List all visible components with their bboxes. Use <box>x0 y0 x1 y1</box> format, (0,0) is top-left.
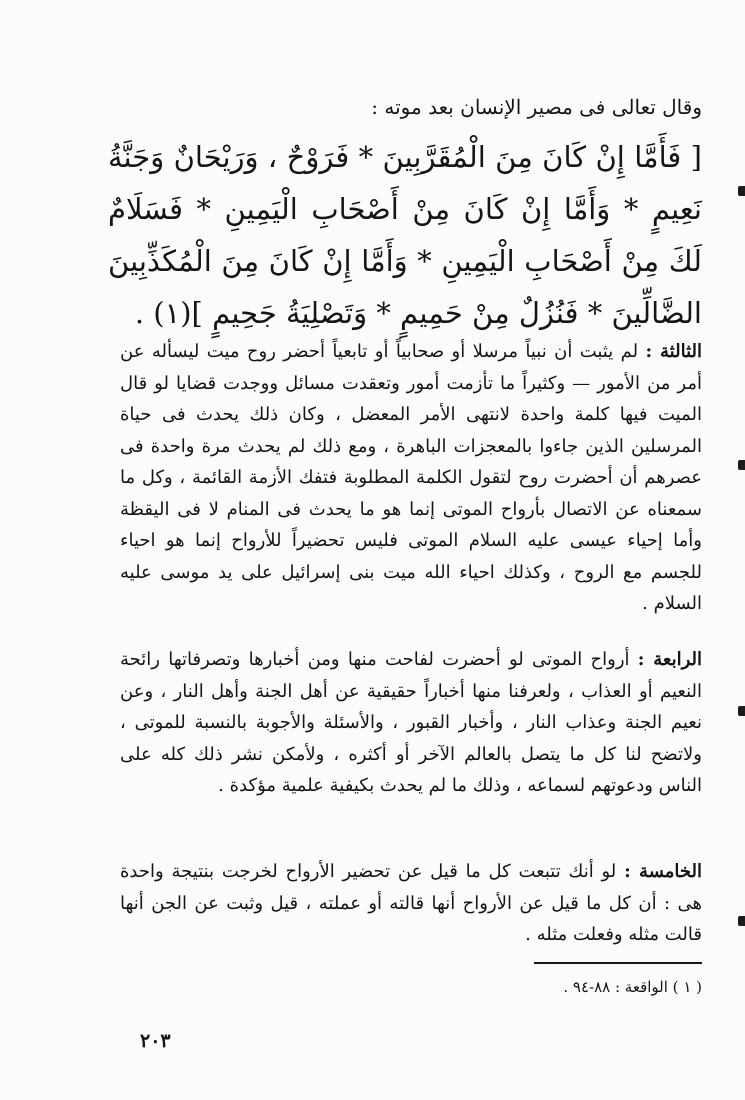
paragraph-text: أرواح الموتى لو أحضرت لفاحت منها ومن أخبارها وتصرفاتها رائحة النعيم أو العذاب ، ولعرفنا منها أخباراً حقيقية عن أهل الجنة وأهل النار ، وعن نعيم الجنة وعذاب النار ، وأخبار القبور ، والأسئلة والأجوبة بالنسبة للموتى ، ولاتضح لنا كل ما يتصل بالعالم الآخر أو أكثره ، ولأمكن نشر ذلك كله على الناس ودعوتهم لسماعه ، وذلك ما لم يحدث بكيفية علمية مؤكدة . <box>120 649 702 796</box>
paragraph-third <box>120 336 702 620</box>
paragraph-text: لم يثبت أن نبياً مرسلا أو صحابياً أو تابعياً أحضر روح ميت ليسأله عن أمر من الأمور — وكثيراً ما تأزمت أمور وتعقدت مسائل ووجدت قضايا لو قال الميت فيها كلمة واحدة لانتهى الأمر المعضل ، وكان ذلك يحدث فى حياة المرسلين الذين جاءوا بالمعجزات الباهرة ، ومع ذلك لم يحدث مرة واحدة فى عصرهم أن أحضرت روح لتقول الكلمة المطلوبة فتفك الأزمة القائمة ، وكل ما سمعناه عن الاتصال بأرواح الموتى إنما هو ما يحدث فى المنام لا فى اليقظة وأما إحياء عيسى عليه السلام الموتى فليس تحضيراً للأرواح إنما هو احياء للجسم مع الروح ، وكذلك احياء الله ميت بنى إسرائيل على يد موسى عليه السلام . <box>120 341 702 614</box>
paragraph-lead: الرابعة : <box>637 649 702 670</box>
paragraph-fifth <box>120 856 702 951</box>
paragraph-lead: الثالثة : <box>645 341 702 362</box>
page-edge-mark <box>738 706 745 716</box>
footnote-divider <box>534 962 702 964</box>
page-edge-mark <box>738 186 745 196</box>
intro-line: وقال تعالى فى مصير الإنسان بعد موته : <box>371 95 702 119</box>
paragraph-fourth <box>120 644 702 802</box>
paragraph-lead: الخامسة : <box>624 861 702 882</box>
paragraph-text: لو أنك تتبعت كل ما قيل عن تحضير الأرواح لخرجت بنتيجة واحدة هى : أن كل ما قيل عن الأرواح أنها قالته أو عملته ، قيل وثبت عن الجن أنها قالت مثله وفعلت مثله . <box>120 861 702 945</box>
quran-verse-block: [ فَأَمَّا إِنْ كَانَ مِنَ الْمُقَرَّبِينَ * فَرَوْحٌ ، وَرَيْحَانٌ وَجَنَّةُ نَعِيمٍ * وَأَمَّا إِنْ كَانَ مِنْ أَصْحَابِ الْيَمِينِ * فَسَلَامٌ لَكَ مِنْ أَصْحَابِ الْيَمِينِ * وَأَمَّا إِنْ كَانَ مِنَ الْمُكَذِّبِينَ الضَّالِّينَ * فَنُزُلٌ مِنْ حَمِيمٍ * وَتَصْلِيَةُ جَحِيمٍ ](١) . <box>108 140 702 330</box>
footnote: ( ١ ) الواقعة : ٨٨-٩٤ . <box>563 978 702 996</box>
page-edge-mark <box>738 460 745 470</box>
page-number: ٢٠٣ <box>140 1030 171 1052</box>
page-edge-mark <box>738 916 745 926</box>
book-page <box>108 0 702 1100</box>
